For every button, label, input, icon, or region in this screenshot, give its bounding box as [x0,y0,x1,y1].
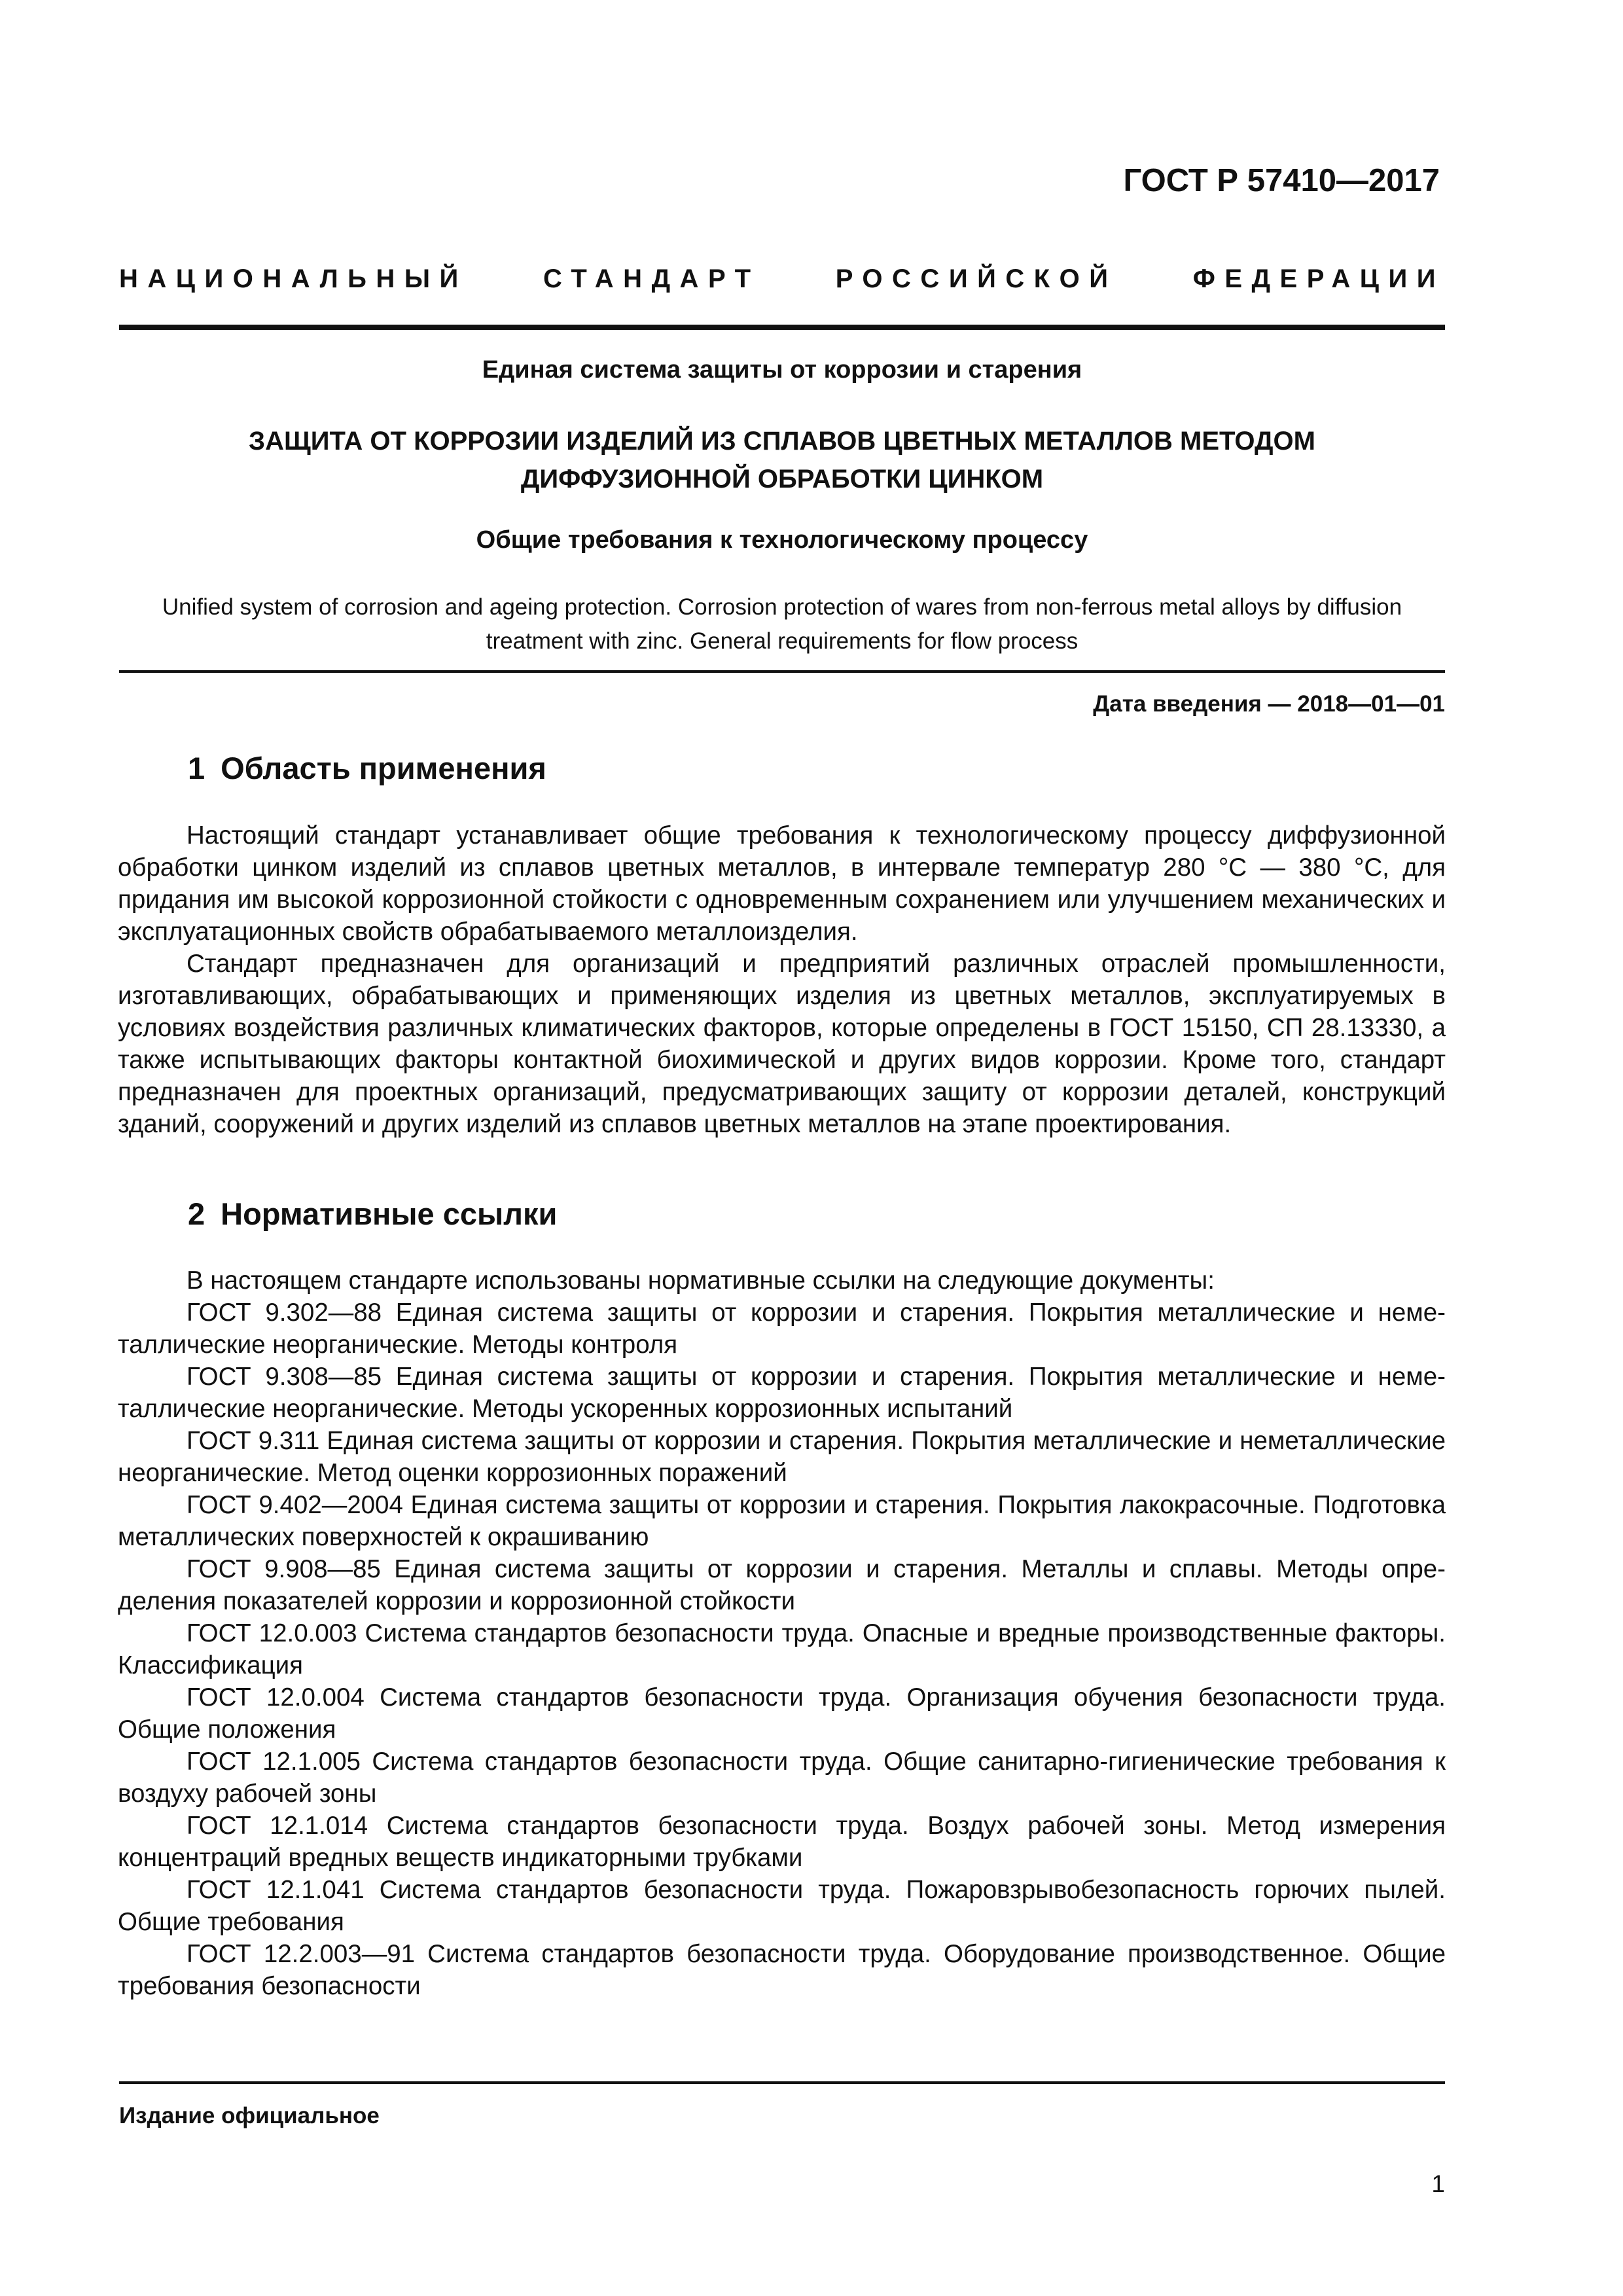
main-title [119,422,1445,498]
section-1-body [118,819,1446,1140]
section-1-paragraph: Стандарт предназначен для организаций и предприятий различных отраслей промышленности, изготавливающих, обрабатывающих и применяющих изделия из цветных металлов, эксплуатируемых в условиях воздействия различных климатических факторов, которые определены в ГОСТ 15150, СП 28.13330, а также испытывающих факторы контактной биохимической и других видов коррозии. Кроме того, стандарт предназначен для проектных организаций, предусматривающих защиту от коррозии деталей, конструкций зданий, сооружений и других изделий из сплавов цветных металлов на этапе проектирования. [118,950,1446,1138]
reference-item: ГОСТ 12.1.041 Система стандартов безопасности труда. Пожаровзрывобезопасность горючих пылей. Общие требования [118,1876,1446,1936]
section-1-title: Область применения [221,751,546,785]
banner-word-1: НАЦИОНАЛЬНЫЙ [119,264,468,293]
reference-item: ГОСТ 12.0.004 Система стандартов безопасности труда. Организация обучения безопасности труда. Общие положения [118,1683,1446,1744]
document-code: ГОСТ Р 57410—2017 [1123,163,1440,198]
title-divider [119,670,1445,673]
section-1-paragraph: Настоящий стандарт устанавливает общие требования к технологическому процессу диффузионной обработки цинком изделий из сплавов цветных металлов, в интервале температур 280 °С — 380 °С, для придания им высокой коррозионной стойкости с одновременным сохранением или улучшением механических и эксплуатационных свойств обрабатываемого металлоизделия. [118,821,1446,946]
section-2-title: Нормативные ссылки [221,1196,558,1231]
introduction-date: Дата введения — 2018—01—01 [1093,691,1445,717]
page-number: 1 [1431,2170,1445,2197]
reference-item: ГОСТ 12.2.003—91 Система стандартов безопасности труда. Оборудование производственное. Общие требования безопасности [118,1940,1446,2000]
reference-item: ГОСТ 12.1.014 Система стандартов безопасности труда. Воздух рабочей зоны. Метод измерения концентраций вредных веществ индикаторными трубками [118,1812,1446,1872]
reference-item: ГОСТ 12.0.003 Система стандартов безопасности труда. Опасные и вредные производственные факторы. Классификация [118,1619,1446,1679]
references-intro: В настоящем стандарте использованы нормативные ссылки на следующие документы: [187,1266,1215,1295]
section-2-body [118,1265,1446,2002]
reference-item: ГОСТ 9.311 Единая система защиты от коррозии и старения. Покрытия металлические и неметаллические неорганические. Метод оценки коррозионных поражений [118,1427,1446,1487]
section-1-heading [188,750,546,786]
english-title: Unified system of corrosion and ageing protection. Corrosion protection of wares from non-ferrous metal alloys by diffusion treatment with zinc. General requirements for flow process [162,594,1402,654]
banner-word-3: РОССИЙСКОЙ [835,264,1118,293]
reference-item: ГОСТ 9.908—85 Единая система защиты от коррозии и старения. Металлы и сплавы. Методы определения показателей коррозии и коррозионной стойкости [118,1555,1446,1615]
section-2-number: 2 [188,1196,205,1231]
reference-item: ГОСТ 9.302—88 Единая система защиты от коррозии и старения. Покрытия металлические и неметаллические неорганические. Методы контроля [118,1299,1446,1359]
footer-divider [119,2081,1445,2084]
edition-label: Издание официальное [119,2103,380,2128]
main-title-line-2: ДИФФУЗИОННОЙ ОБРАБОТКИ ЦИНКОМ [520,465,1044,493]
section-2-heading [188,1196,557,1232]
reference-item: ГОСТ 9.308—85 Единая система защиты от коррозии и старения. Покрытия металлические и неметаллические неорганические. Методы ускоренных коррозионных испытаний [118,1363,1446,1423]
section-1-number: 1 [188,751,205,785]
banner-word-4: ФЕДЕРАЦИИ [1192,264,1445,293]
subtitle: Общие требования к технологическому процессу [476,526,1088,554]
system-title: Единая система защиты от коррозии и старения [482,356,1082,384]
national-standard-banner [119,264,1445,294]
banner-word-2: СТАНДАРТ [543,264,760,293]
reference-item: ГОСТ 9.402—2004 Единая система защиты от коррозии и старения. Покрытия лакокрасочные. Подготовка металлических поверхностей к окрашиванию [118,1491,1446,1551]
reference-item: ГОСТ 12.1.005 Система стандартов безопасности труда. Общие санитарно-гигиенические требования к воздуху рабочей зоны [118,1748,1446,1808]
main-title-line-1: ЗАЩИТА ОТ КОРРОЗИИ ИЗДЕЛИЙ ИЗ СПЛАВОВ ЦВЕТНЫХ МЕТАЛЛОВ МЕТОДОМ [249,427,1315,456]
header-thick-divider [119,325,1445,330]
